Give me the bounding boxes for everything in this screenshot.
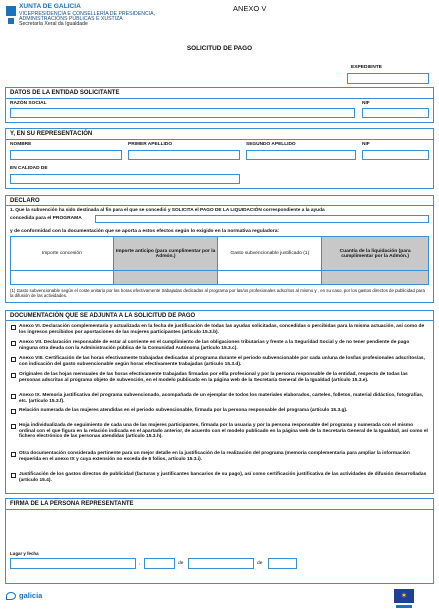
doc-item-7 [19, 423, 429, 440]
importes-table [10, 236, 429, 285]
razon-social-field[interactable] [10, 108, 355, 118]
importe-concesion-value[interactable] [11, 271, 114, 285]
lugar-sep: , [139, 561, 141, 566]
doc-item-text: Justificación de los gastos directos de publicidad (facturas y justificantes bancarios de su pago), así como certificación justificativa de las actividades de difusión desarrolladas (artículo 15.4). [19, 472, 427, 483]
doc-item-annex: Anexo VIII. [19, 356, 44, 361]
primer-apellido-field[interactable] [128, 150, 240, 160]
doc-item-text: Declaración responsable de estar al corriente en el cumplimiento de las obligaciones tributarias y frente a la Seguridad Social y de no tener pendiente de pago ninguna otra deuda con la Administración pública de la Comunidad Autónoma (artículo 15.3.c). [19, 340, 410, 351]
doc-item-3 [19, 356, 429, 367]
doc-checkbox-8[interactable] [11, 452, 16, 457]
en-calidad-label: EN CALIDAD DE [10, 166, 48, 171]
galicia-logo-text: galicia [19, 591, 43, 600]
doc-checkbox-7[interactable] [11, 424, 16, 429]
doc-item-text: Otra documentación considerada pertinente para un mejor detalle en la justificación de la realización del programa (memoria complementaria para ampliar la información requerida en el anexo IX y cuya extensión no exceda de 6 folios, artículo 15.3.i). [19, 451, 410, 462]
eu-fund-mark [396, 605, 412, 608]
org-dept: VICEPRESIDENCIA E CONSELLERÍA DE PRESIDENCIA, [19, 11, 156, 17]
org-dept-2: ADMINISTRACIÓNS PÚBLICAS E XUSTIZA [19, 16, 123, 22]
col-cuantia-liquidacion: Cuantía de la liquidación (para cumplimentar por la Admón.) [322, 237, 429, 271]
doc-checkbox-9[interactable] [11, 473, 16, 478]
nif-label: NIF [362, 101, 370, 106]
doc-item-text: Hoja individualizada de seguimiento de cada una de las mujeres participantes, firmada por la usuaria y por la persona responsable del programa y numerada con el mismo ordinal con el que figura en la relación indicada en el apartado anterior, de acuerdo con el modelo publicado en la página web de la Secretaría General de la Igualdad, así como el fichero electrónico de las personas atendidas (artículo 15.3.h). [19, 423, 428, 440]
nombre-label: NOMBRE [10, 142, 32, 147]
mes-field[interactable] [188, 558, 254, 569]
doc-item-text: Memoria justificativa del programa subvencionado, acompañada de un ejemplar de todos los materiales elaborados, carteles, folletos, material didáctico, fotografías, etc. (artículo 15.3.f). [19, 393, 424, 404]
org-secretaria: Secretaría Xeral da Igualdade [19, 21, 88, 27]
doc-item-annex: Anexo IX. [19, 393, 42, 398]
firma-title: FIRMA DE LA PERSONA REPRESENTANTE [10, 501, 134, 507]
solicitante-title: DATOS DE LA ENTIDAD SOLICITANTE [10, 90, 120, 96]
doc-item-text: Declaración complementaria y actualizada en la fecha de justificación de todas las ayudas solicitadas, concedidas o percibidas para la misma actuación, así como de los ingresos percibidos por aportaciones de las mujeres participantes (artículo 15.3.b). [19, 324, 425, 335]
doc-checkbox-1[interactable] [11, 325, 16, 330]
doc-item-5 [19, 393, 429, 404]
representacion-title: Y, EN SU REPRESENTACIÓN [10, 131, 93, 137]
col-gasto-subvencionable: Gasto subvencionable justificado (1) [218, 237, 322, 271]
firma-section [5, 498, 434, 584]
logo-square-icon [6, 6, 16, 16]
razon-social-label: RAZÓN SOCIAL [10, 101, 47, 106]
doc-checkbox-2[interactable] [11, 341, 16, 346]
doc-item-annex: Anexo VII. [19, 340, 43, 345]
rep-nif-label: NIF [362, 142, 370, 147]
doc-checkbox-5[interactable] [11, 394, 16, 399]
galicia-swirl-icon [6, 592, 16, 600]
declaro-line2: concedida para el PROGRAMA [10, 216, 82, 221]
doc-title: SOLICITUD DE PAGO [186, 45, 253, 52]
cuantia-liquidacion-value [322, 271, 429, 285]
doc-checkbox-6[interactable] [11, 409, 16, 414]
doc-checkbox-4[interactable] [11, 373, 16, 378]
de-label-1: de [178, 561, 184, 566]
doc-item-2 [19, 340, 429, 351]
doc-item-text: Certificación de las horas efectivamente trabajadas dedicadas al programa durante el periodo subvencionable por cada un/una de los/las profesionales adscritos/as, con indicación del gasto subvencionable según horas efectivamente trabajadas (artículo 15.3.d). [19, 356, 425, 367]
doc-item-4 [19, 372, 429, 383]
org-name: XUNTA DE GALICIA [19, 3, 81, 10]
declaro-title: DECLARO [10, 198, 40, 204]
segundo-apellido-field[interactable] [246, 150, 356, 160]
eu-flag-icon: ✶ [394, 589, 414, 603]
primer-apellido-label: PRIMER APELLIDO [128, 142, 173, 147]
documentacion-title: DOCUMENTACIÓN QUE SE ADJUNTA A LA SOLICITUD DE PAGO [10, 313, 196, 319]
doc-item-8 [19, 451, 429, 462]
xunta-logo [5, 5, 17, 27]
expediente-field[interactable] [347, 73, 429, 84]
dia-field[interactable] [144, 558, 175, 569]
lugar-field[interactable] [10, 558, 136, 569]
galicia-footer-logo [6, 591, 42, 600]
lugar-fecha-label: Lugar y fecha [10, 551, 39, 556]
programa-field[interactable] [95, 215, 429, 223]
importe-anticipo-value [113, 271, 218, 285]
doc-item-text: Originales de las hojas mensuales de las horas efectivamente trabajadas firmadas por el/la profesional y por la persona responsable de la entidad, respecto de todas las personas adscritas al programa objeto de subvención, en el modelo publicado en la página web de la Secretaría General de la Igualdad (artículo 15.3.e). [19, 372, 408, 383]
expediente-label: EXPEDIENTE [351, 65, 382, 70]
col-importe-anticipo: Importe anticipo (para cumplimentar por la Admón.) [113, 237, 218, 271]
rep-nif-field[interactable] [362, 150, 429, 160]
de-label-2: de [257, 561, 263, 566]
doc-checkbox-3[interactable] [11, 357, 16, 362]
declaro-line1: 1. Que la subvención ha sido destinada al fin para el que se concedió y SOLICITA el PAGO DE LA LIQUIDACIÓN correspondiente a la ayuda [10, 208, 325, 213]
doc-item-6 [19, 408, 429, 414]
col-importe-concesion: Importe concesión [11, 237, 114, 271]
gasto-subvencionable-value[interactable] [218, 271, 322, 285]
logo-square-icon [8, 18, 14, 24]
declaro-note: (1) Gasto subvencionable según el coste unitario por las horas efectivamente trabajadas dedicadas al programa por las/os profesionales adscritos al mismo y , en su caso, por los gastos directos de publicidad para la difusión de las actividades. [10, 288, 425, 299]
segundo-apellido-label: SEGUNDO APELLIDO [246, 142, 296, 147]
doc-item-1 [19, 324, 429, 335]
nif-field[interactable] [362, 108, 429, 118]
doc-item-text: Relación numerada de las mujeres atendidas en el periodo subvencionable, firmada por la persona responsable del programa (artículo 15.3.g). [19, 408, 348, 413]
en-calidad-field[interactable] [10, 174, 240, 184]
doc-item-9 [19, 472, 429, 483]
doc-item-annex: Anexo VI. [19, 324, 42, 329]
anexo-label: ANEXO V [233, 4, 267, 13]
nombre-field[interactable] [10, 150, 122, 160]
anio-field[interactable] [268, 558, 297, 569]
declaro-line3: y de conformidad con la documentación que se aporta a estos efectos según lo exigido en la normativa reguladora: [10, 229, 280, 234]
